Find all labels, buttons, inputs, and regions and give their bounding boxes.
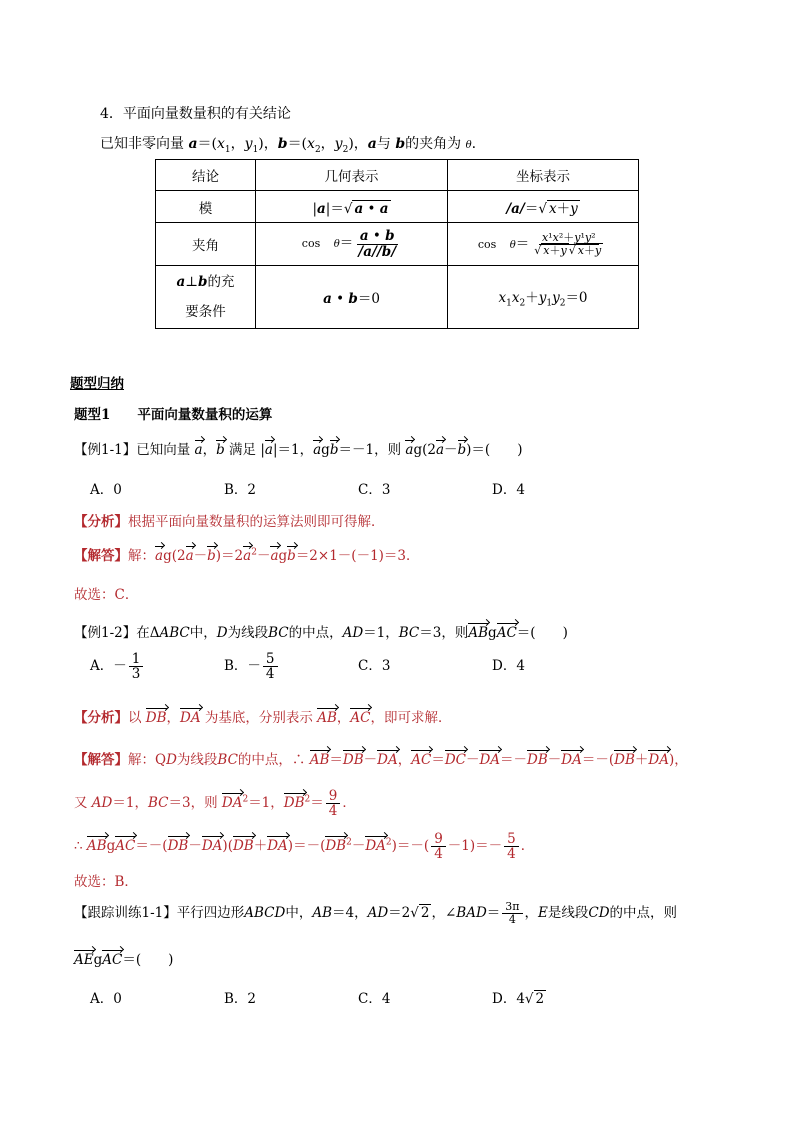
table-cell: 夹角 (156, 223, 256, 266)
option: B．－ $\frac{5}{4}$ (224, 652, 358, 681)
summary-heading: 题型归纳 (70, 376, 124, 392)
table-cell: |a|＝√ a • a (256, 191, 448, 223)
solution-line: ∴ $ABgAC=-(DB-DA)(DB+DA)=-(DB^2-DA^2)=-$( $\frac{9}{4}$ －1)＝－ $\frac{5}{4}$ ． (74, 831, 535, 863)
table-cell: a • b＝0 (256, 266, 448, 329)
answer-choice: 故选：C． (74, 587, 139, 603)
answer-options (90, 478, 550, 498)
example-question: 【例1-2】在ΔABC中，D为线段BC的中点，AD＝1，BC＝3，则ABgAC＝( ) (74, 625, 568, 641)
answer-options (90, 987, 550, 1007)
option: C．3 (358, 658, 391, 675)
table-cell: cos θ＝ $\frac{\text{x¹x²＋y¹y²}}{√ x+y √ x+y}$ (448, 223, 639, 266)
example-question-cont: AEgAC＝( ) (74, 952, 174, 968)
type-heading: 题型1 平面向量数量积的运算 (74, 407, 273, 423)
example-question: 【例1-1】已知向量 a，b 满足 |a|＝1，agb＝－1，则 ag(2a－b)＝( ) (74, 442, 523, 458)
solution-line: 又 AD＝1，BC＝3，则 $DA^2=1$，$DB^2=$ $\frac{9}{4}$ ． (74, 788, 356, 820)
solution: 【解答】解：$ag(2a-b)=2a^2-agb=2\times 1-(-1)=3$． (74, 547, 420, 564)
analysis: 【分析】以 DB，DA 为基底，分别表示 AB，AC，即可求解． (74, 710, 452, 726)
option: B．2 (224, 991, 257, 1007)
answer-options (90, 652, 550, 681)
table-cell: cos θ＝ $\frac{a • b}{/a//b/}$ (256, 223, 448, 266)
answer-choice: 故选：B． (74, 874, 138, 890)
table-cell: $x_1x_2+y_1y_2=0$ (448, 266, 639, 329)
option: C．3 (358, 482, 391, 498)
option: A．0 (90, 482, 122, 498)
section-intro: 已知非零向量 $a=(x_1$，$y_1$)，$b=(x_2$，$y_2$)，a与 b的夹角为 θ. (100, 136, 477, 155)
example-question: 【跟踪训练1-1】平行四边形ABCD中，AB＝4，AD＝2√ 2 ，∠BAD＝ $\frac{3\pi}{4}$ ，E是线段CD的中点，则 (74, 900, 678, 926)
table-header: 结论 (156, 160, 256, 191)
conclusions-table (155, 159, 639, 329)
option: D．4 (492, 658, 525, 675)
option: A．－ $\frac{1}{3}$ (90, 652, 224, 681)
solution: 【解答】解：QD为线段BC的中点，∴ AB＝DB－DA，AC＝DC－DA＝－DB－DA＝－(DB＋DA)， (74, 752, 688, 768)
table-header: 坐标表示 (448, 160, 639, 191)
analysis: 【分析】根据平面向量数量积的运算法则即可得解． (74, 514, 385, 530)
option: C．4 (358, 991, 391, 1007)
option: D．4 (492, 482, 525, 498)
table-cell: 模 (156, 191, 256, 223)
option: A．0 (90, 991, 122, 1007)
table-header: 几何表示 (256, 160, 448, 191)
table-cell: /a/＝√ x＋y (448, 191, 639, 223)
option: D．4√ 2 (492, 991, 545, 1007)
option: B．2 (224, 482, 257, 498)
section-heading: 4．平面向量数量积的有关结论 (100, 106, 291, 122)
table-cell: a⊥b的充 要条件 (156, 266, 256, 329)
